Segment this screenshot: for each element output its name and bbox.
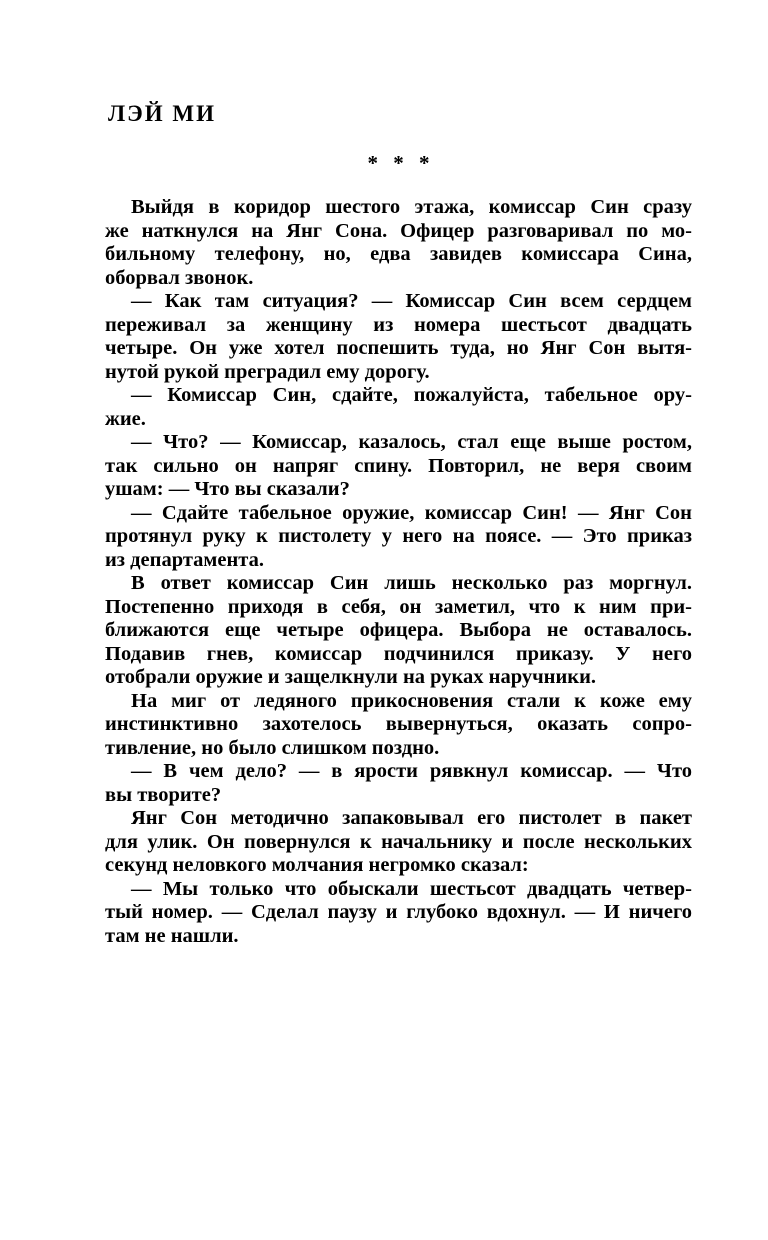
text-line: оборвал звонок. [105,266,254,289]
text-line: Янг Сон методично запаковывал его пистолет в пакет [131,807,692,829]
paragraph [105,690,692,761]
text-line: ушам: — Что вы сказали? [105,478,350,500]
paragraph [105,290,692,384]
text-line: — Мы только что обыскали шестьсот двадцать четвер- [131,877,692,900]
text-line: — Комиссар Син, сдайте, пожалуйста, табельное ору- [131,384,692,406]
body-text-block [105,196,692,948]
paragraph [105,196,692,290]
author-heading: ЛЭЙ МИ [108,101,216,126]
text-line: так сильно он напряг спину. Повторил, не веря своим [105,454,692,477]
text-line: отобрали оружие и защелкнули на руках наручники. [105,666,597,688]
text-line: В ответ комиссар Син лишь несколько раз моргнул. [131,572,692,594]
text-line: бильному телефону, но, едва завидев комиссара Сина, [105,243,692,265]
paragraph [105,572,692,690]
text-line: протянул руку к пистолету у него на поясе. — Это приказ [105,525,692,547]
text-line: секунд неловкого молчания негромко сказал: [105,854,529,876]
text-line: Выйдя в коридор шестого этажа, комиссар Син сразу [131,196,692,218]
text-line: для улик. Он повернулся к начальнику и после нескольких [105,830,692,853]
paragraph [105,760,692,807]
text-line: вы творите? [105,783,222,806]
text-line: нутой рукой преградил ему дорогу. [105,360,430,383]
paragraph [105,807,692,878]
text-line: тый номер. — Сделал паузу и глубоко вдохнул. — И ничего [105,901,692,923]
paragraph [105,431,692,502]
text-line: На миг от ледяного прикосновения стали к коже ему [131,689,692,712]
text-line: тивление, но было слишком поздно. [105,736,440,759]
text-line: — Сдайте табельное оружие, комиссар Син! — Янг Сон [131,501,692,524]
text-line: Подавив гнев, комиссар подчинился приказу. У него [105,642,692,665]
text-line: — Что? — Комиссар, казалось, стал еще выше ростом, [131,431,692,453]
text-line: четыре. Он уже хотел поспешить туда, но Янг Сон вытя- [105,337,692,359]
paragraph [105,878,692,949]
text-line: инстинктивно захотелось вывернуться, оказать сопро- [105,713,692,735]
text-line: Постепенно приходя в себя, он заметил, что к ним при- [105,595,692,618]
text-line: же наткнулся на Янг Сона. Офицер разговаривал по мо- [105,219,692,242]
paragraph [105,502,692,573]
paragraph [105,384,692,431]
text-line: переживал за женщину из номера шестьсот двадцать [105,313,692,336]
text-line: — В чем дело? — в ярости рявкнул комиссар. — Что [131,760,692,782]
text-line: там не нашли. [105,924,239,947]
text-line: из департамента. [105,548,264,571]
text-line: ближаются еще четыре офицера. Выбора не оставалось. [105,619,692,641]
text-line: жие. [105,407,146,430]
text-line: — Как там ситуация? — Комиссар Син всем сердцем [131,290,692,312]
section-separator: * * * [367,151,430,175]
